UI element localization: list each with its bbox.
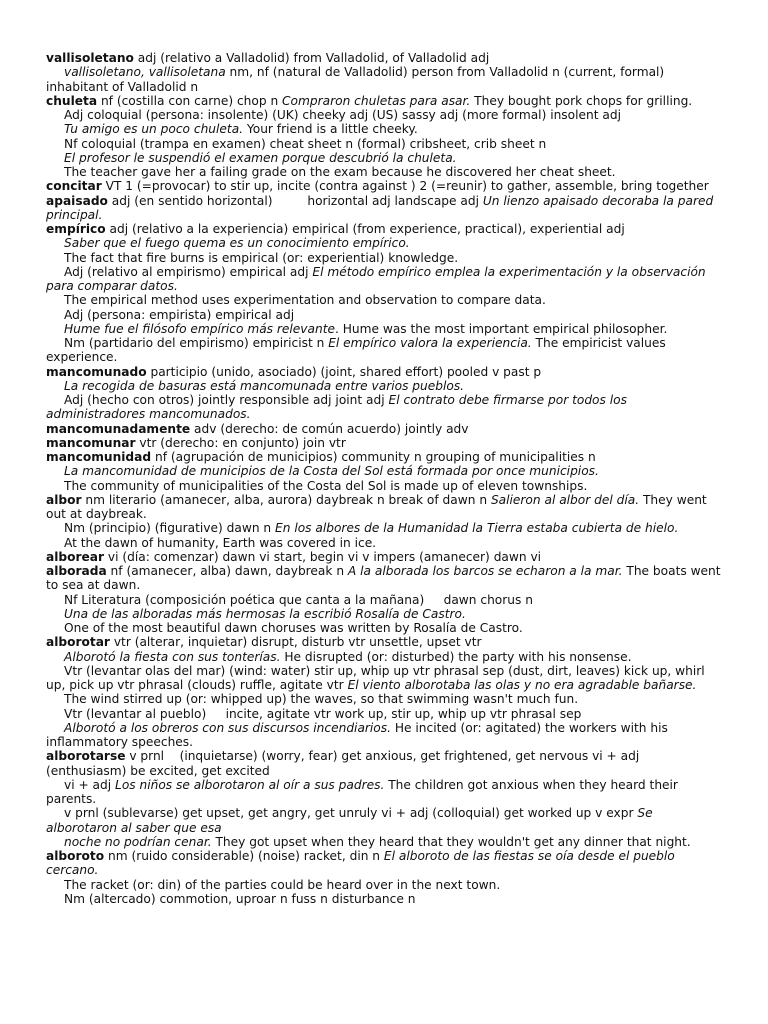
headword: mancomunado: [46, 364, 147, 379]
example-text: El método empírico emplea la experimentación y la observación para comparar datos.: [46, 264, 706, 293]
headword: chuleta: [46, 93, 98, 108]
dictionary-line: [46, 493, 722, 522]
example-text: Una de las alboradas más hermosas la escribió Rosalía de Castro.: [64, 606, 466, 621]
dictionary-line: [46, 122, 722, 136]
dictionary-line: [46, 450, 722, 464]
dictionary-line: [46, 721, 722, 750]
dictionary-line: [46, 479, 722, 493]
definition-text: vi (día: comenzar) dawn vi start, begin vi v impers (amanecer) dawn vi: [104, 549, 542, 564]
headword: mancomunidad: [46, 450, 152, 464]
dictionary-line: [46, 393, 722, 422]
dictionary-line: [46, 251, 722, 265]
dictionary-line: [46, 707, 722, 721]
dictionary-line: [46, 635, 722, 649]
definition-text: The boats went to sea at dawn.: [46, 564, 721, 593]
example-text: En los albores de la Humanidad la Tierra estaba cubierta de hielo.: [275, 521, 679, 536]
definition-text: adv (derecho: de común acuerdo) jointly adv: [190, 421, 469, 436]
dictionary-line: [46, 322, 722, 336]
dictionary-page: [46, 51, 722, 906]
dictionary-line: [46, 521, 722, 535]
dictionary-line: [46, 849, 722, 878]
definition-text: At the dawn of humanity, Earth was covered in ice.: [64, 535, 377, 550]
example-text: Alborotó a los obreros con sus discursos incendiarios.: [64, 720, 391, 735]
definition-text: Adj (persona: empirista) empirical adj: [64, 307, 295, 322]
dictionary-line: [46, 179, 722, 193]
definition-text: Adj (hecho con otros) jointly responsible adj joint adj: [64, 393, 389, 407]
definition-text: participio (unido, asociado) (joint, shared effort) pooled v past p: [146, 364, 542, 379]
definition-text: The children got anxious when they heard their parents.: [46, 777, 678, 806]
example-text: Saber que el fuego quema es un conocimiento empírico.: [64, 236, 410, 251]
example-text: La recogida de basuras está mancomunada entre varios pueblos.: [64, 378, 465, 393]
definition-text: Nf Literatura (composición poética que canta a la mañana) dawn chorus n: [64, 592, 533, 607]
dictionary-line: [46, 222, 722, 236]
dictionary-line: [46, 778, 722, 807]
dictionary-line: [46, 536, 722, 550]
definition-text: Vtr (levantar olas del mar) (wind: water) stir up, whip up vtr phrasal sep (dust, dirt, leaves) kick up, whirl up, pick up vtr phrasal (clouds) ruffle, agitate vtr: [46, 663, 705, 692]
definition-text: Nm (partidario del empirismo) empiricist n: [64, 336, 329, 350]
headword: alborotar: [46, 635, 110, 650]
dictionary-line: [46, 749, 722, 778]
headword: concitar: [46, 179, 102, 194]
definition-text: vtr (derecho: en conjunto) join vtr: [135, 435, 346, 450]
definition-text: They got upset when they heard that they wouldn't get any dinner that night.: [211, 834, 691, 849]
headword: alborotarse: [46, 749, 126, 764]
example-text: vallisoletano, vallisoletana: [64, 65, 226, 80]
example-text: Hume fue el filósofo empírico más relevante: [64, 321, 335, 336]
dictionary-line: [46, 806, 722, 835]
example-text: Tu amigo es un poco chuleta.: [64, 122, 244, 137]
dictionary-line: [46, 108, 722, 122]
example-text: El viento alborotaba las olas y no era agradable bañarse.: [347, 678, 697, 692]
dictionary-line: [46, 336, 722, 365]
dictionary-line: [46, 607, 722, 621]
definition-text: v prnl (sublevarse) get upset, get angry, get unruly vi + adj (colloquial) get worked up v expr: [64, 806, 638, 821]
example-text: El alboroto de las fiestas se oía desde el pueblo cercano.: [46, 849, 675, 878]
definition-text: vtr (alterar, inquietar) disrupt, disturb vtr unsettle, upset vtr: [109, 635, 482, 650]
dictionary-line: [46, 165, 722, 179]
dictionary-line: [46, 650, 722, 664]
headword: vallisoletano: [46, 51, 134, 65]
dictionary-line: [46, 194, 722, 223]
definition-text: One of the most beautiful dawn choruses was written by Rosalía de Castro.: [64, 621, 523, 635]
dictionary-line: [46, 621, 722, 635]
dictionary-line: [46, 564, 722, 593]
example-text: El contrato debe firmarse por todos los administradores mancomunados.: [46, 393, 627, 422]
definition-text: adj (en sentido horizontal) horizontal adj landscape adj: [107, 193, 483, 208]
dictionary-line: [46, 892, 722, 906]
example-text: Los niños se alborotaron al oír a sus padres.: [115, 777, 385, 792]
definition-text: Nf coloquial (trampa en examen) cheat sheet n (formal) cribsheet, crib sheet n: [64, 136, 547, 151]
dictionary-line: [46, 436, 722, 450]
dictionary-line: [46, 51, 722, 65]
definition-text: They bought pork chops for grilling.: [470, 93, 693, 108]
dictionary-line: [46, 593, 722, 607]
definition-text: nm literario (amanecer, alba, aurora) daybreak n break of dawn n: [81, 492, 491, 507]
dictionary-line: [46, 65, 722, 94]
definition-text: The teacher gave her a failing grade on the exam because he discovered her cheat sheet.: [64, 165, 616, 179]
dictionary-line: [46, 265, 722, 294]
example-text: Salieron al albor del día.: [490, 492, 640, 507]
headword: mancomunar: [46, 435, 136, 450]
example-text: El profesor le suspendió el examen porque descubrió la chuleta.: [64, 150, 457, 165]
definition-text: nf (costilla con carne) chop n: [97, 93, 283, 108]
definition-text: Adj coloquial (persona: insolente) (UK) cheeky adj (US) sassy adj (more formal) insolent adj: [64, 108, 621, 122]
dictionary-line: [46, 151, 722, 165]
definition-text: The racket (or: din) of the parties could be heard over in the next town.: [64, 877, 501, 892]
definition-text: Adj (relativo al empirismo) empirical adj: [64, 264, 313, 279]
definition-text: vi + adj: [64, 777, 116, 792]
headword: empírico: [46, 222, 106, 236]
headword: alborear: [46, 549, 105, 564]
definition-text: nf (amanecer, alba) dawn, daybreak n: [106, 564, 348, 578]
headword: apaisado: [46, 193, 108, 208]
example-text: Compraron chuletas para asar.: [282, 93, 471, 108]
definition-text: The fact that fire burns is empirical (or: experiential) knowledge.: [64, 250, 459, 265]
definition-text: . Hume was the most important empirical philosopher.: [334, 321, 668, 336]
dictionary-line: [46, 365, 722, 379]
definition-text: nm (ruido considerable) (noise) racket, din n: [104, 849, 384, 863]
dictionary-line: [46, 692, 722, 706]
dictionary-line: [46, 835, 722, 849]
definition-text: The empirical method uses experimentation and observation to compare data.: [64, 293, 546, 308]
definition-text: Your friend is a little cheeky.: [243, 122, 418, 137]
dictionary-line: [46, 94, 722, 108]
example-text: noche no podrían cenar.: [64, 834, 212, 849]
headword: albor: [46, 492, 82, 507]
definition-text: The wind stirred up (or: whipped up) the waves, so that swimming wasn't much fun.: [64, 692, 579, 707]
definition-text: adj (relativo a Valladolid) from Valladolid, of Valladolid adj: [133, 51, 490, 65]
definition-text: v prnl (inquietarse) (worry, fear) get anxious, get frightened, get nervous vi + adj (enthusiasm) be excited, get excited: [46, 749, 640, 778]
definition-text: The community of municipalities of the Costa del Sol is made up of eleven townships.: [64, 478, 588, 493]
dictionary-line: [46, 308, 722, 322]
definition-text: nm, nf (natural de Valladolid) person from Valladolid n (current, formal) inhabitant of Valladolid n: [46, 65, 665, 94]
example-text: Alborotó la fiesta con sus tonterías.: [64, 649, 281, 664]
definition-text: Nm (principio) (figurative) dawn n: [64, 521, 276, 536]
headword: alboroto: [46, 849, 105, 863]
example-text: Se alborotaron al saber que esa: [46, 806, 653, 835]
definition-text: He incited (or: agitated) the workers with his inflammatory speeches.: [46, 720, 668, 749]
definition-text: Nm (altercado) commotion, uproar n fuss n disturbance n: [64, 891, 416, 906]
dictionary-line: [46, 293, 722, 307]
headword: alborada: [46, 564, 107, 578]
dictionary-line: [46, 878, 722, 892]
definition-text: They went out at daybreak.: [46, 492, 707, 521]
definition-text: VT 1 (=provocar) to stir up, incite (contra against ) 2 (=reunir) to gather, assemble, bring together: [101, 179, 709, 194]
dictionary-line: [46, 464, 722, 478]
definition-text: nf (agrupación de municipios) community n grouping of municipalities n: [151, 450, 596, 464]
example-text: La mancomunidad de municipios de la Costa del Sol está formada por once municipios.: [64, 464, 599, 479]
dictionary-line: [46, 236, 722, 250]
definition-text: The empiricist values experience.: [46, 336, 666, 365]
example-text: Un lienzo apaisado decoraba la pared principal.: [46, 193, 714, 222]
example-text: El empírico valora la experiencia.: [328, 336, 532, 350]
definition-text: adj (relativo a la experiencia) empirical (from experience, practical), experiential adj: [105, 222, 625, 236]
definition-text: Vtr (levantar al pueblo) incite, agitate vtr work up, stir up, whip up vtr phrasal sep: [64, 706, 582, 721]
dictionary-line: [46, 664, 722, 693]
dictionary-line: [46, 550, 722, 564]
dictionary-line: [46, 379, 722, 393]
headword: mancomunadamente: [46, 421, 191, 436]
dictionary-line: [46, 137, 722, 151]
dictionary-line: [46, 422, 722, 436]
example-text: A la alborada los barcos se echaron a la mar.: [347, 564, 623, 578]
definition-text: He disrupted (or: disturbed) the party with his nonsense.: [280, 649, 632, 664]
